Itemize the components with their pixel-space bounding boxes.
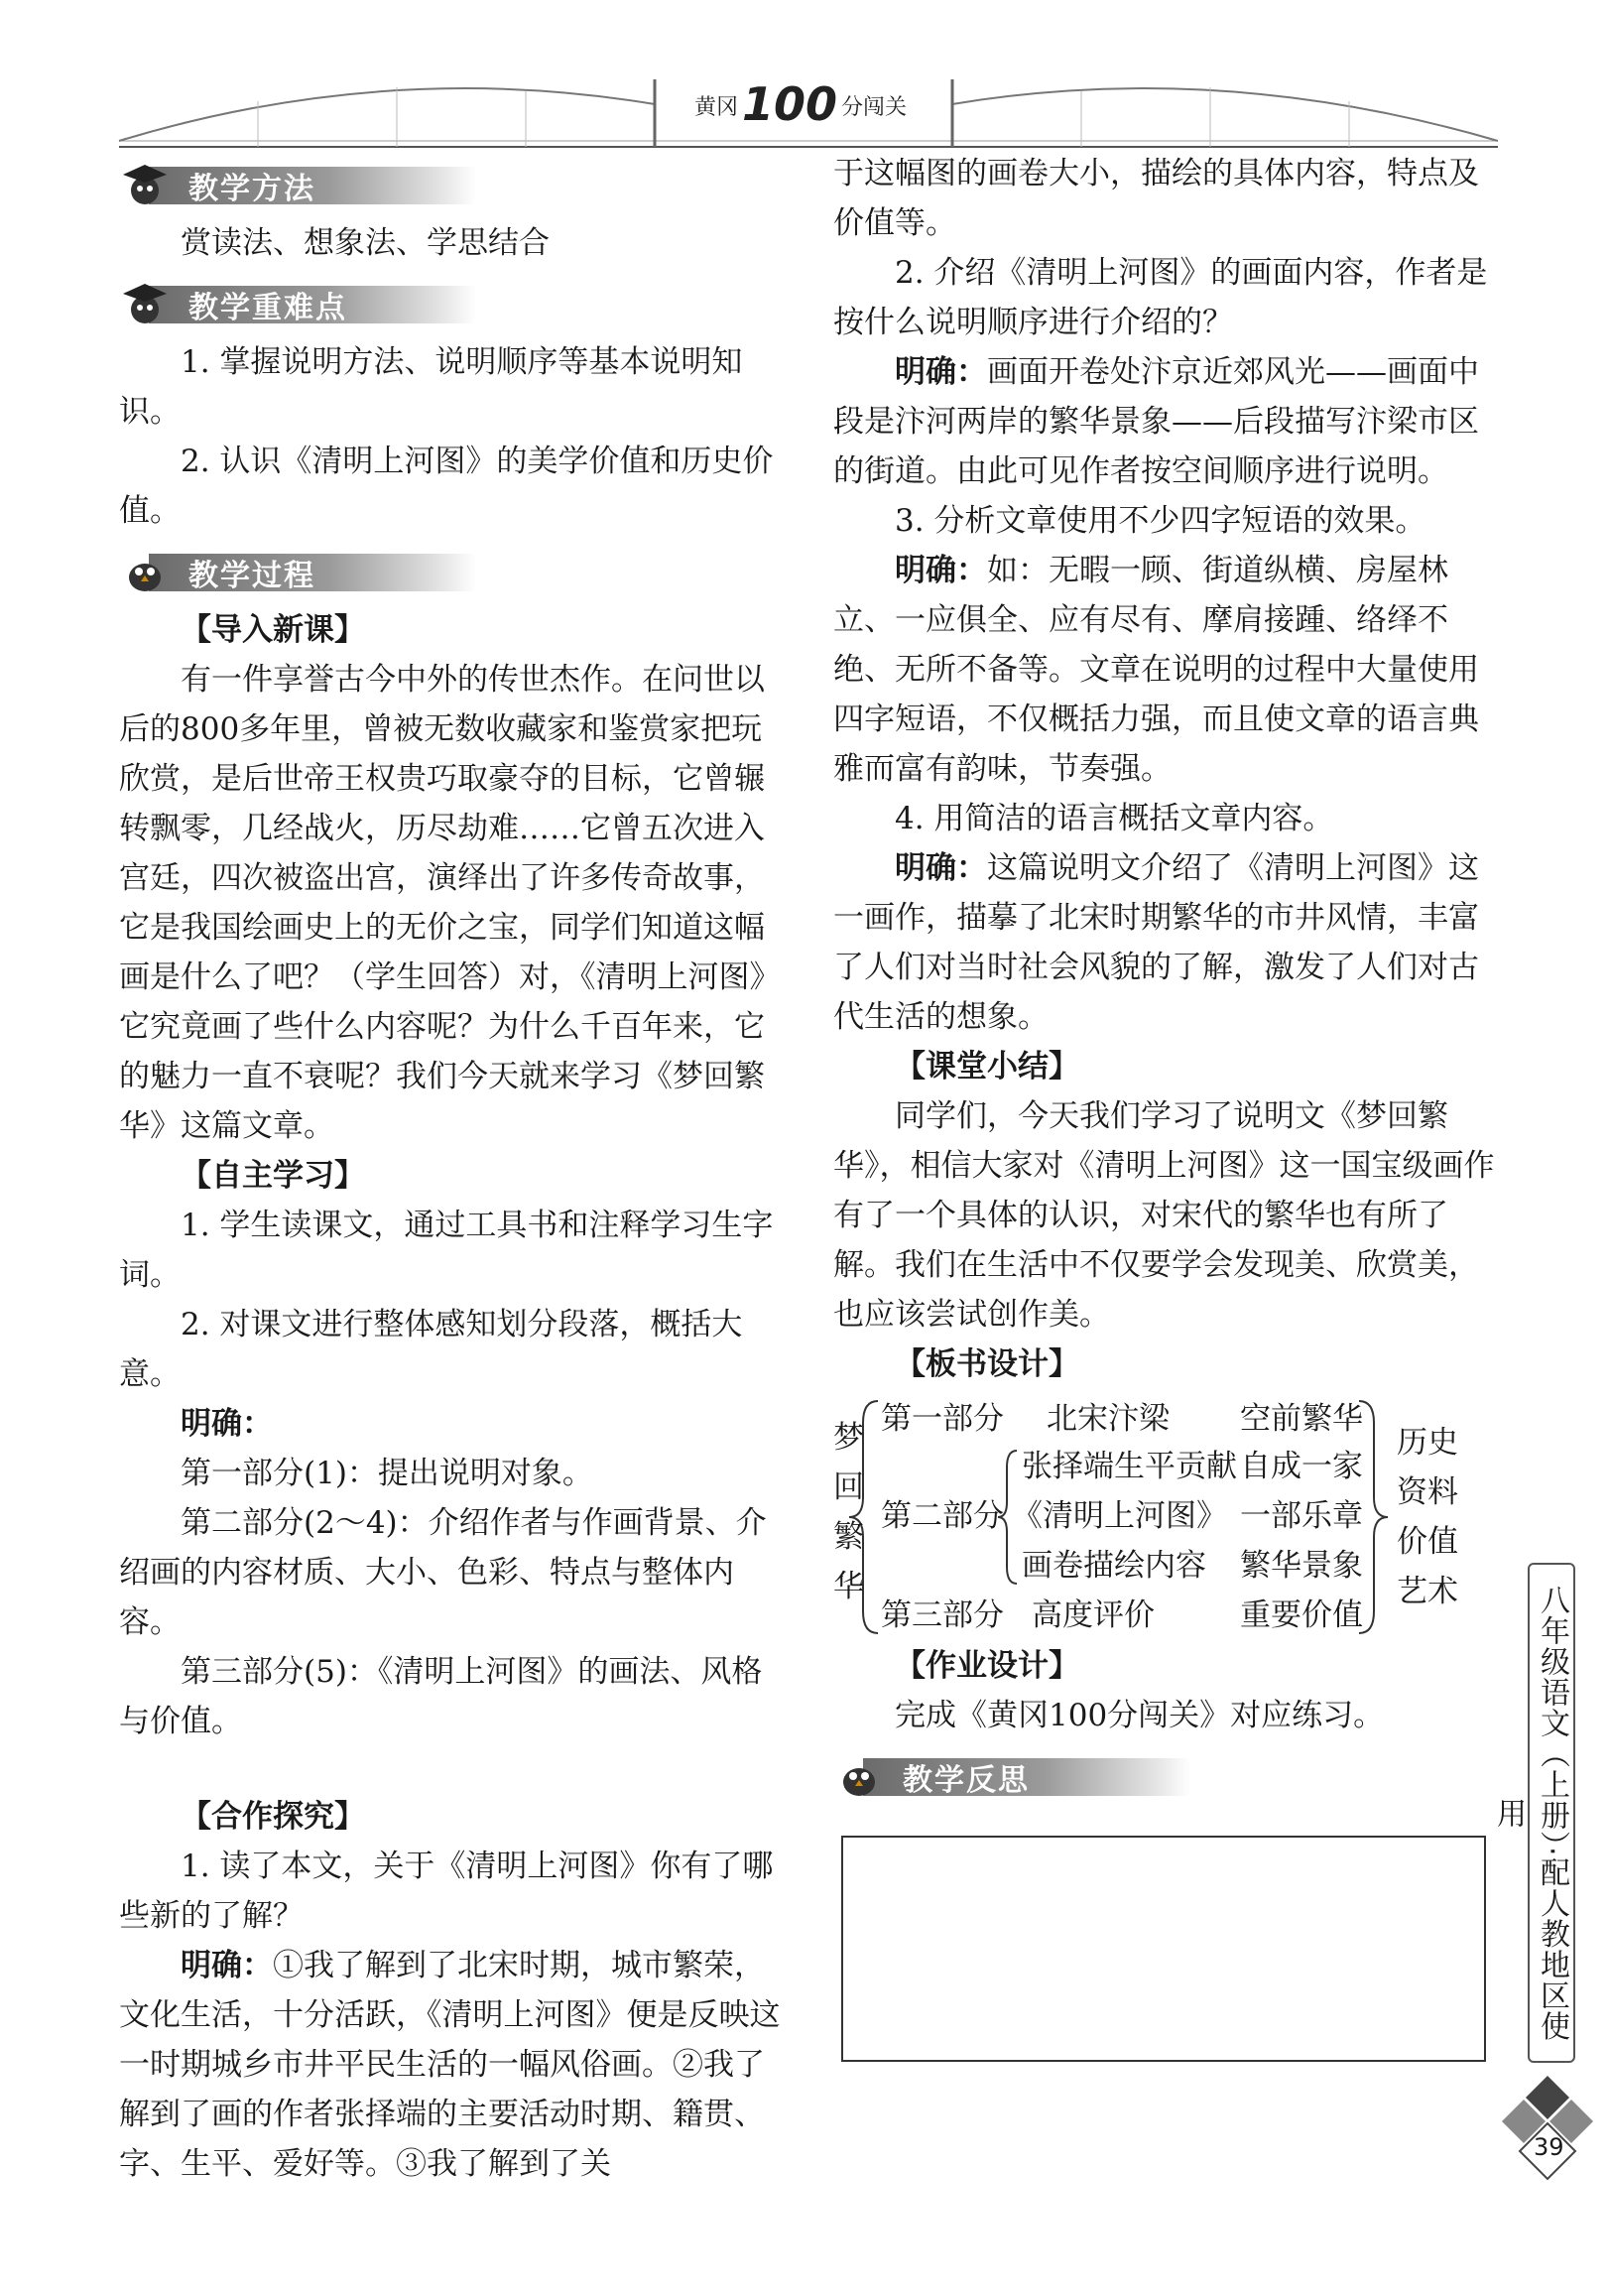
summary-title: 【课堂小结】 xyxy=(895,1049,1079,1084)
coop-question: 3. 分析文章使用不少四字短语的效果。 xyxy=(895,503,1426,539)
board-right-item: 历史 xyxy=(1397,1425,1458,1461)
sidebar-text: 八年级语文（上册）·配人教地区使用 xyxy=(1491,1584,1569,2042)
bird-icon xyxy=(119,548,171,599)
answer-label: 明确： xyxy=(895,553,987,588)
key-point: 1. 掌握说明方法、说明顺序等基本说明知识。 xyxy=(119,344,743,430)
intro-text: 有一件享誉古今中外的传世杰作。在问世以后的800多年里，曾被无数收藏家和鉴赏家把玩欣赏，是后世帝王权贵巧取豪夺的目标，它曾辗转飘零，几经战火，历尽劫难……它曾五次进入宫廷，四次被盗出宫，演绎出了许多传奇故事，它是我国绘画史上的无价之宝，同学们知道这幅画是什么了吧？（学生回答）对，《清明上河图》它究竟画了些什么内容呢？为什么千百年来，它的魅力一直不衰呢？我们今天就来学习《梦回繁华》这篇文章。 xyxy=(119,662,781,1144)
coop-answer xyxy=(833,546,1498,794)
brand-title xyxy=(694,77,907,131)
section-process xyxy=(119,544,784,601)
coop-answer xyxy=(833,347,1498,496)
board-part3: 第三部分 xyxy=(881,1597,1004,1633)
board-part2-left: 画卷描绘内容 xyxy=(1022,1548,1206,1584)
section-key-points xyxy=(119,276,784,333)
board-part2-right: 繁华景象 xyxy=(1240,1548,1363,1584)
bird-icon xyxy=(833,1752,885,1804)
board-part2-right: 一部乐章 xyxy=(1240,1498,1363,1534)
board-part2-left: 《清明上河图》 xyxy=(1012,1498,1227,1534)
board-part1-b: 空前繁华 xyxy=(1240,1401,1363,1437)
brand-left: 黄冈 xyxy=(694,95,739,120)
summary-text: 同学们，今天我们学习了说明文《梦回繁华》，相信大家对《清明上河图》这一国宝级画作有了一个具体的认识，对宋代的繁华也有所了解。我们在生活中不仅要学会发现美、欣赏美，也应该尝试创作美。 xyxy=(833,1098,1495,1333)
reflection-box[interactable] xyxy=(841,1836,1486,2062)
answer-text: 画面开卷处汴京近郊风光——画面中段是汴河两岸的繁华景象——后段描写汴梁市区的街道。由此可见作者按空间顺序进行说明。 xyxy=(833,354,1479,489)
homework-title: 【作业设计】 xyxy=(895,1648,1079,1684)
board-part2-left: 张择端生平贡献 xyxy=(1022,1449,1237,1484)
answer-label: 明确： xyxy=(181,1406,273,1442)
section-title: 教学反思 xyxy=(903,1763,1030,1798)
self-study-item: 1. 学生读课文，通过工具书和注释学习生字词。 xyxy=(119,1208,774,1293)
answer-label: 明确： xyxy=(181,1948,273,1983)
coop-answer xyxy=(833,843,1498,1042)
graduate-icon xyxy=(119,161,171,212)
part-line: 第二部分(2～4)：介绍作者与作画背景、介绍画的内容材质、大小、色彩、特点与整体内容。 xyxy=(119,1505,767,1640)
board-part3-b: 重要价值 xyxy=(1240,1597,1363,1633)
self-study-item: 2. 对课文进行整体感知划分段落，概括大意。 xyxy=(119,1307,743,1392)
section-title: 教学重难点 xyxy=(188,291,347,325)
answer-label: 明确： xyxy=(895,850,987,886)
board-title: 【板书设计】 xyxy=(895,1346,1079,1382)
board-part2: 第二部分 xyxy=(881,1498,1004,1534)
page-header xyxy=(0,0,1610,159)
section-reflection xyxy=(833,1748,1498,1806)
intro-title: 【导入新课】 xyxy=(181,612,365,648)
right-column xyxy=(833,149,1498,1810)
key-point: 2. 认识《清明上河图》的美学价值和历史价值。 xyxy=(119,444,774,529)
homework-text: 完成《黄冈100分闯关》对应练习。 xyxy=(895,1698,1385,1733)
board-part1-a: 北宋汴梁 xyxy=(1047,1401,1170,1437)
section-title: 教学过程 xyxy=(188,559,315,593)
coop-question: 1. 读了本文，关于《清明上河图》你有了哪些新的了解？ xyxy=(119,1849,774,1934)
answer-continued: 于这幅图的画卷大小，描绘的具体内容，特点及价值等。 xyxy=(833,156,1479,241)
diamond-pattern-icon xyxy=(1498,2072,1597,2191)
section-methods xyxy=(119,157,784,214)
brand-number: 100 xyxy=(742,77,838,131)
board-right-item: 艺术 xyxy=(1397,1574,1458,1609)
board-part2-right: 自成一家 xyxy=(1240,1449,1363,1484)
coop-answer xyxy=(119,1941,784,2189)
board-design xyxy=(833,1393,1498,1641)
coop-question: 4. 用简洁的语言概括文章内容。 xyxy=(895,801,1334,836)
coop-title: 【合作探究】 xyxy=(181,1799,365,1835)
left-column xyxy=(119,149,784,2189)
board-part3-a: 高度评价 xyxy=(1032,1597,1155,1633)
sidebar-label xyxy=(1491,1563,1575,2063)
coop-question: 2. 介绍《清明上河图》的画面内容，作者是按什么说明顺序进行介绍的？ xyxy=(833,255,1488,340)
board-right-item: 资料 xyxy=(1397,1474,1458,1510)
methods-text: 赏读法、想象法、学思结合 xyxy=(181,225,550,261)
part-line: 第一部分(1)：提出说明对象。 xyxy=(181,1456,593,1491)
self-study-title: 【自主学习】 xyxy=(181,1158,365,1194)
board-part1: 第一部分 xyxy=(881,1401,1004,1437)
answer-text: ①我了解到了北宋时期，城市繁荣，文化生活，十分活跃，《清明上河图》便是反映这一时期城乡市井平民生活的一幅风俗画。②我了解到了画的作者张择端的主要活动时期、籍贯、字、生平、爱好等。③我了解到了关 xyxy=(119,1948,781,2182)
section-title: 教学方法 xyxy=(188,172,315,206)
answer-label: 明确： xyxy=(895,354,987,390)
page-number-badge xyxy=(1498,2072,1597,2191)
page-number: 39 xyxy=(1534,2133,1564,2161)
board-right-item: 价值 xyxy=(1397,1524,1458,1560)
board-root: 梦回繁华 xyxy=(833,1420,864,1604)
part-line: 第三部分(5)：《清明上河图》的画法、风格与价值。 xyxy=(119,1654,763,1739)
graduate-icon xyxy=(119,280,171,331)
brand-right: 分闯关 xyxy=(841,95,908,120)
answer-text: 这篇说明文介绍了《清明上河图》这一画作，描摹了北宋时期繁华的市井风情，丰富了人们对当时社会风貌的了解，激发了人们对古代生活的想象。 xyxy=(833,850,1479,1035)
answer-text: 如：无暇一顾、街道纵横、房屋林立、一应俱全、应有尽有、摩肩接踵、络绎不绝、无所不备等。文章在说明的过程中大量使用四字短语，不仅概括力强，而且使文章的语言典雅而富有韵味，节奏强。 xyxy=(833,553,1479,787)
